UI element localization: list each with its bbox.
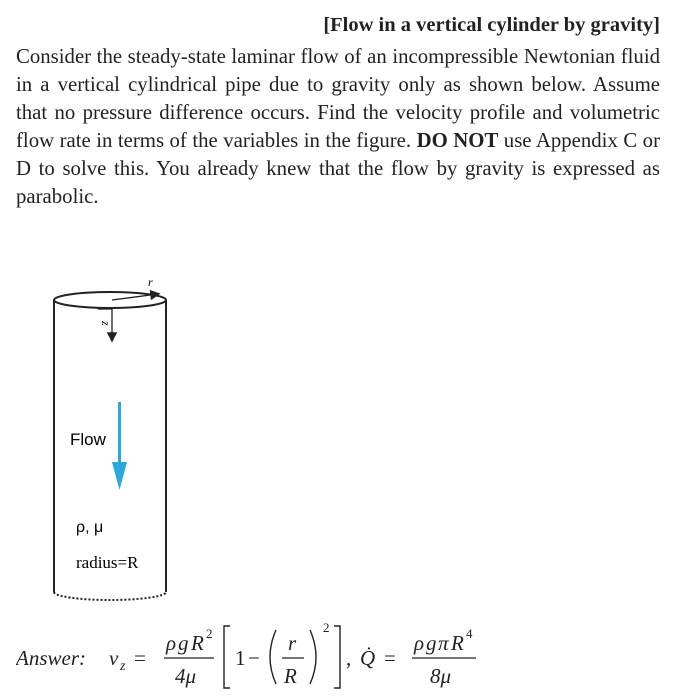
statement-part-2: use Appendix C or D to solve this. You already knew that the flow by gravity is expressed as parabolic. (16, 129, 660, 208)
frac2-R: R (284, 664, 297, 688)
problem-statement (16, 43, 660, 211)
flow-arrow-head (112, 462, 127, 490)
frac1-power: 2 (206, 626, 213, 641)
frac3-denominator: 8μ (430, 664, 452, 688)
equals-1: = (134, 646, 146, 670)
frac3-pi: π (438, 631, 449, 655)
paren-power: 2 (323, 620, 330, 635)
answer-formula (16, 612, 576, 692)
frac3-g: g (426, 631, 437, 655)
flowrate-symbol: Q̇ (360, 646, 376, 670)
cylinder-bottom-dotted (54, 592, 166, 600)
cylinder-top (54, 292, 166, 308)
statement-part-1: Consider the steady-state laminar flow of an incompressible Newtonian fluid in a vertical cylindrical pipe due to gravity only as shown below. Assume that no pressure difference occurs. Find the velocity profile and volumetric flow rate in terms of the variables in the figure. (16, 45, 660, 152)
cylinder-figure (50, 270, 190, 610)
frac1-g: g (178, 631, 189, 655)
right-bracket (334, 626, 340, 688)
bracket-one: 1 (235, 646, 246, 670)
frac1-rho: ρ (166, 631, 177, 655)
problem-title: [Flow in a vertical cylinder by gravity] (323, 14, 660, 36)
frac1-denominator: 4μ (175, 664, 197, 688)
left-paren (270, 630, 276, 684)
statement-bold: DO NOT (416, 129, 499, 152)
equals-2: = (384, 646, 396, 670)
fluid-properties-label: ρ, μ (76, 519, 104, 536)
r-label: r (148, 275, 153, 289)
frac3-power: 4 (466, 626, 473, 641)
frac3-R: R (451, 631, 464, 655)
velocity-subscript: z (120, 659, 126, 674)
r-axis-arrow (112, 294, 158, 300)
answer-label: Answer: (16, 646, 86, 670)
left-bracket (224, 626, 230, 688)
frac1-R: R (191, 631, 204, 655)
frac3-rho: ρ (414, 631, 425, 655)
bracket-minus: − (248, 646, 260, 670)
frac2-r: r (288, 631, 297, 655)
flow-label: Flow (70, 430, 106, 449)
right-paren (310, 630, 316, 684)
velocity-symbol: v (109, 646, 119, 670)
flow-arrow-shaft (118, 402, 121, 462)
comma: , (346, 646, 352, 670)
z-label: z (99, 321, 113, 326)
radius-label: radius=R (76, 553, 139, 572)
